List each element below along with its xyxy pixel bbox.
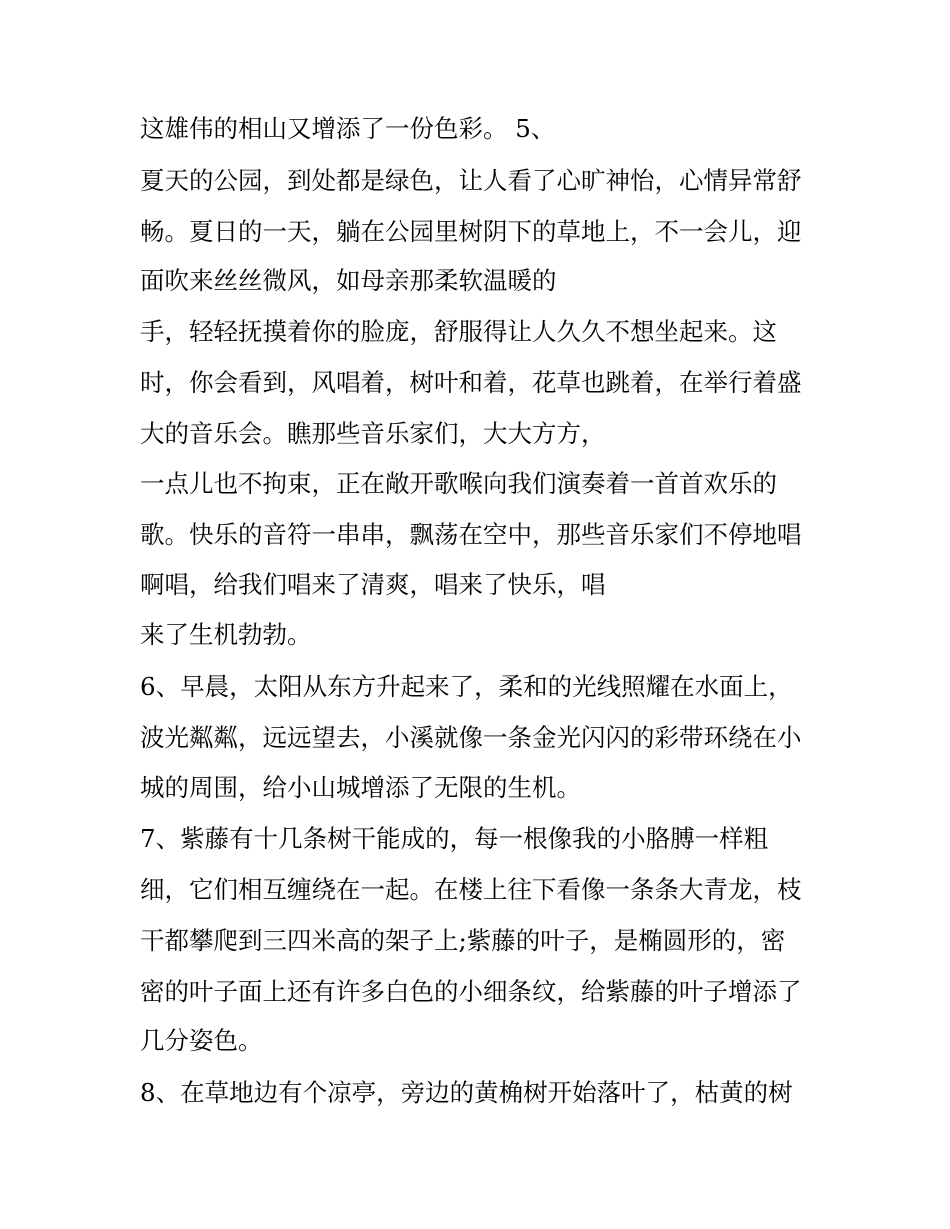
text-line: 几分姿色。 [140, 1026, 263, 1055]
text-line: 时，你会看到，风唱着，树叶和着，花草也跳着，在举行着盛 [140, 368, 802, 397]
text-line: 干都攀爬到三四米高的架子上;紫藤的叶子，是椭圆形的，密 [140, 926, 786, 955]
text-line: 夏天的公园，到处都是绿色，让人看了心旷神怡，心情异常舒 [140, 166, 802, 195]
text-line: 歌。快乐的音符一串串，飘荡在空中，那些音乐家们不停地唱 [140, 520, 802, 549]
text-line: 畅。夏日的一天，躺在公园里树阴下的草地上，不一会儿，迎 [140, 217, 802, 246]
text-line: 大的音乐会。瞧那些音乐家们，大大方方， [140, 419, 606, 448]
text-line: 这雄伟的相山又增添了一份色彩。 5、 [140, 114, 556, 143]
text-line: 7、紫藤有十几条树干能成的，每一根像我的小胳膊一样粗 [140, 824, 769, 853]
text-line: 密的叶子面上还有许多白色的小细条纹，给紫藤的叶子增添了 [140, 977, 802, 1006]
text-line: 面吹来丝丝微风，如母亲那柔软温暖的 [140, 266, 557, 295]
text-line: 来了生机勃勃。 [140, 620, 312, 649]
text-line: 一点儿也不拘束，正在敞开歌喉向我们演奏着一首首欢乐的 [140, 469, 777, 498]
text-line: 手，轻轻抚摸着你的脸庞，舒服得让人久久不想坐起来。这 [140, 317, 777, 346]
text-line: 啊唱，给我们唱来了清爽，唱来了快乐，唱 [140, 570, 606, 599]
text-line: 8、在草地边有个凉亭，旁边的黄桷树开始落叶了，枯黄的树 [140, 1078, 793, 1107]
text-line: 细，它们相互缠绕在一起。在楼上往下看像一条条大青龙，枝 [140, 875, 802, 904]
text-line: 波光粼粼，远远望去，小溪就像一条金光闪闪的彩带环绕在小 [140, 723, 802, 752]
text-line: 6、早晨，太阳从东方升起来了，柔和的光线照耀在水面上， [140, 672, 793, 701]
text-line: 城的周围，给小山城增添了无限的生机。 [140, 773, 581, 802]
